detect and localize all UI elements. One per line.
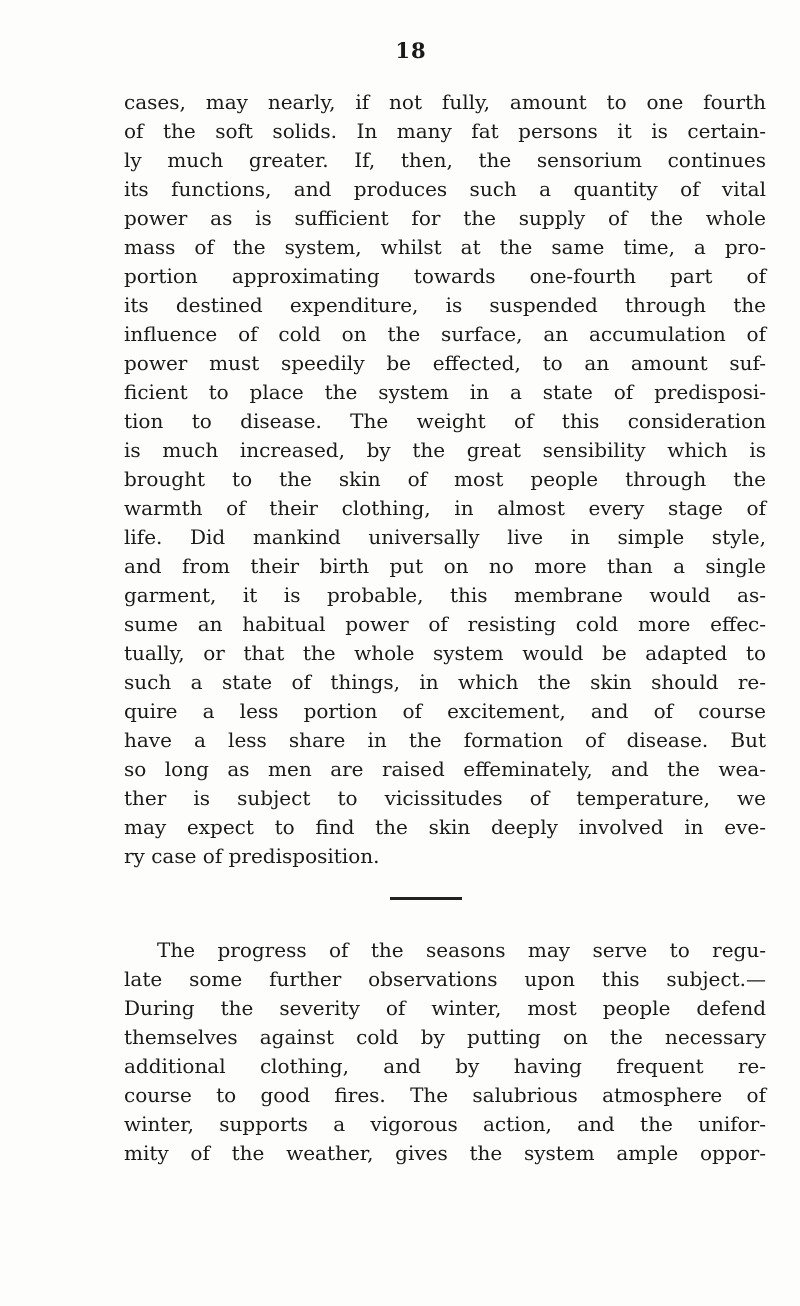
text-line: ry case of predisposition. xyxy=(124,844,380,868)
text-line: During the severity of winter, most people defend xyxy=(124,996,766,1020)
text-line: its functions, and produces such a quantity of vital xyxy=(124,177,766,201)
text-line: late some further observations upon this subject.— xyxy=(124,967,766,991)
text-line: power as is sufficient for the supply of the whole xyxy=(124,206,766,230)
text-line: warmth of their clothing, in almost every stage of xyxy=(124,496,766,520)
text-line: portion approximating towards one-fourth part of xyxy=(124,264,766,288)
text-line: ly much greater. If, then, the sensorium continues xyxy=(124,148,766,172)
text-line: mass of the system, whilst at the same time, a pro- xyxy=(124,235,766,259)
text-line: course to good fires. The salubrious atmosphere of xyxy=(124,1083,766,1107)
text-line: ther is subject to vicissitudes of temperature, we xyxy=(124,786,766,810)
text-line: is much increased, by the great sensibility which is xyxy=(124,438,766,462)
text-line: tion to disease. The weight of this consideration xyxy=(124,409,766,433)
text-line: its destined expenditure, is suspended through the xyxy=(124,293,766,317)
text-line: garment, it is probable, this membrane would as- xyxy=(124,583,766,607)
text-line: life. Did mankind universally live in simple style, xyxy=(124,525,766,549)
text-line: cases, may nearly, if not fully, amount to one fourth xyxy=(124,90,766,114)
text-line: of the soft solids. In many fat persons it is certain- xyxy=(124,119,766,143)
text-line: themselves against cold by putting on the necessary xyxy=(124,1025,766,1049)
text-line: winter, supports a vigorous action, and the unifor- xyxy=(124,1112,766,1136)
section-divider xyxy=(390,897,462,900)
text-line: ficient to place the system in a state of predisposi- xyxy=(124,380,766,404)
text-line: may expect to find the skin deeply involved in eve- xyxy=(124,815,766,839)
text-line: tually, or that the whole system would be adapted to xyxy=(124,641,766,665)
text-line: The progress of the seasons may serve to regu- xyxy=(157,938,766,962)
text-line: influence of cold on the surface, an accumulation of xyxy=(124,322,766,346)
text-line: have a less share in the formation of disease. But xyxy=(124,728,766,752)
page-number: 18 xyxy=(395,38,427,63)
text-line: so long as men are raised effeminately, and the wea- xyxy=(124,757,766,781)
text-line: power must speedily be effected, to an amount suf- xyxy=(124,351,766,375)
text-line: such a state of things, in which the skin should re- xyxy=(124,670,766,694)
text-line: additional clothing, and by having frequent re- xyxy=(124,1054,766,1078)
text-line: and from their birth put on no more than a single xyxy=(124,554,766,578)
text-line: sume an habitual power of resisting cold more effec- xyxy=(124,612,766,636)
text-line: mity of the weather, gives the system ample oppor- xyxy=(124,1141,766,1165)
text-line: brought to the skin of most people through the xyxy=(124,467,766,491)
text-line: quire a less portion of excitement, and of course xyxy=(124,699,766,723)
